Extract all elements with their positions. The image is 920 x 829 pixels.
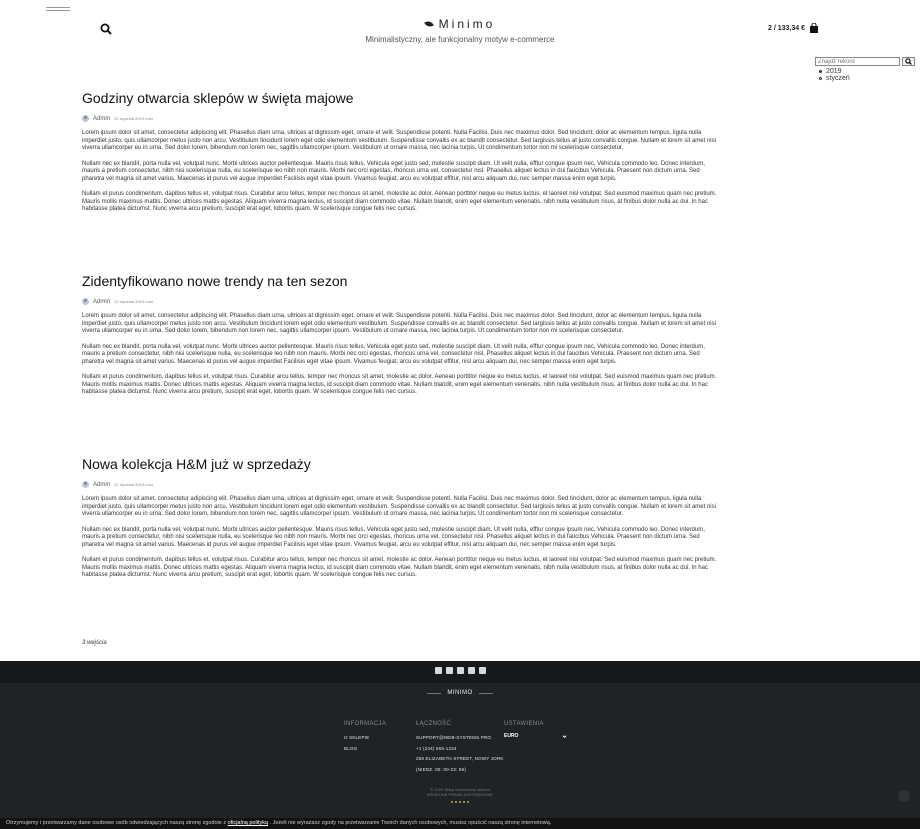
post-title[interactable]: Zidentyfikowano nowe trendy na ten sezon [82,273,348,289]
twitter-icon[interactable] [446,667,453,674]
footer-column-heading: INFORMACJA [344,721,386,727]
chevron-down-icon [562,734,567,739]
youtube-icon[interactable] [479,667,486,674]
cart-summary: 2 / 133,34 € [768,24,805,32]
blog-post [82,273,722,397]
archive-year-label: 2019 [826,68,842,75]
post-title[interactable]: Godziny otwarcia sklepów w święta majowe [82,90,354,106]
post-paragraph: Nullam nec ex blandit, porta nulla vel, volutpat nunc. Morbi ultrices auctor pellentesque. Mauris risus tellus, Vehicula eget justo sed, molestie suscipit diam. Ut velit nulla, efftur congue ipsum nec, Vehicula commodo leo. Donec interdum, mauris a pretium consectetur, nibh nisi scelerisque nulla, eu scelerisque leo nibh non mauris. Morbi nec orci egestas, rhoncus urna vel, consectetur nisl. Phasellus aliquet lectus in dui faucibus Vehicula. Praesent non dictum urna. Sed pharetra vel magna sit amet varius. Maecenas id purus vel augue imperdiet Facilisis eget vitae ipsum. Vivamus feugiat, arcu eu volutpat effitur, nisl arcu aliquam dui, nec semper massa enim eget turpis. [82,160,705,182]
archive-year[interactable] [815,68,915,75]
post-paragraph: Nullam nec ex blandit, porta nulla vel, volutpat nunc. Morbi ultrices auctor pellentesque. Mauris risus tellus, Vehicula eget justo sed, molestie suscipit diam. Ut velit nulla, efftur congue ipsum nec, Vehicula commodo leo. Donec interdum, mauris a pretium consectetur, nibh nisi scelerisque nulla, eu scelerisque leo nibh non mauris. Morbi nec orci egestas, rhoncus urna vel, consectetur nisl. Phasellus aliquet lectus in dui faucibus Vehicula. Praesent non dictum urna. Sed pharetra vel magna sit amet varius. Maecenas id purus vel augue imperdiet Facilisis eget vitae ipsum. Vivamus feugiat, arcu eu volutpat effitur, nisl arcu aliquam dui, nec semper massa enim eget turpis. [82,343,705,365]
post-date: 12 stycznia 2019 roku [114,299,153,304]
cookie-notice [0,818,920,829]
leaf-icon [424,20,434,28]
copyright-line: © 2020 Sklep internetowy minimo [430,787,490,792]
post-paragraph: Nullam et purus condimentum, dapibus tellus et, volutpat risus. Curabitur arcu tellus, tempor nec rhoncus sit amet, molestie ac dolor. Aenean porttitor neque eu metus luctus, et laoreet nisl volutpat. Sed euismod maximus quam nec pretium. Mauris mollis maximus mattis. Donec ultrices mattis egestas. Aliquam viverra magna lectus, id suscipit diam commodo vitae. Nullam blandit, enim eget elementum venenatis, nibh nulla vestibulum risus, at finibus dolor nulla ac dui. In hac habitasse platea dictumst. Nunc viverra arcu pretium, suscipit erat eget, lobortis quam. W scelerisque congue felis nec cursus. [82,374,717,395]
dot-icon [455,801,457,803]
post-paragraph: Lorem ipsum dolor sit amet, consectetur adipiscing elit. Phasellus diam urna, ultrices at dignissim eget, ornare et velit. Suspendisse potenti. Nulla Facilisi. Duis nec maximus dolor. Sed tincidunt, dolor ac elementum tempus, ligula nulla imperdiet justo, quis ullamcorper metus justo non arcu. Vestibulum tincidunt lorem eget odio elementum vestibulum. Suspendisse convallis ex ac blandit consectetur. Sed largissis tellus at justo convallis congue. Nullam et lorem sit amet nisi viverra ullamcorper eu in urna. Sed dolor lorem, bibendum non lorem nec, sagittis ullamcorper ipsum. Vestibulum ut ornare massa, nec lacinia turpis. Ut condimentum tortor non mi scelerisque consectetur. [82,130,716,151]
currency-select[interactable] [504,733,567,739]
blog-post [82,90,722,214]
scroll-to-top-button[interactable] [898,790,910,802]
posts-count: 3 wejścia [82,640,107,646]
post-paragraph: Lorem ipsum dolor sit amet, consectetur adipiscing elit. Phasellus diam urna, ultrices at dignissim eget, ornare et velit. Suspendisse potenti. Nulla Facilisi. Duis nec maximus dolor. Sed tincidunt, dolor ac elementum tempus, ligula nulla imperdiet justo, quis ullamcorper metus justo non arcu. Vestibulum tincidunt lorem eget odio elementum vestibulum. Suspendisse convallis ex ac blandit consectetur. Sed largissis tellus at justo convallis congue. Nullam et lorem sit amet nisi viverra ullamcorper eu in urna. Sed dolor lorem, bibendum non lorem nec, sagittis ullamcorper ipsum. Vestibulum ut ornare massa, nec lacinia turpis. Ut condimentum tortor non mi scelerisque consectetur. [82,496,716,517]
vk-icon[interactable] [457,667,464,674]
cookie-text: . Jeżeli nie wyrażasz zgody na przetwarzanie Twoich danych osobowych, musisz opuścić naszą stronę internetową. [268,820,552,826]
post-author[interactable]: Admin [93,481,111,488]
social-links [0,667,920,674]
footer-brand [0,690,920,696]
footer-brand-text: MINIMO [447,690,473,696]
bullet-icon [819,70,822,73]
dot-icon [467,801,469,803]
cookie-text: Otrzymujemy i przetwarzamy dane osobowe osób odwiedzających naszą stronę zgodnie z [6,820,228,826]
payment-dots [0,801,920,803]
instagram-icon[interactable] [468,667,475,674]
post-paragraph: Nullam nec ex blandit, porta nulla vel, volutpat nunc. Morbi ultrices auctor pellentesque. Mauris risus tellus, Vehicula eget justo sed, molestie suscipit diam. Ut velit nulla, efftur congue ipsum nec, Vehicula commodo leo. Donec interdum, mauris a pretium consectetur, nibh nisi scelerisque nulla, eu scelerisque leo nibh non mauris. Morbi nec orci egestas, rhoncus urna vel, consectetur nisl. Phasellus aliquet lectus in dui faucibus Vehicula. Praesent non dictum urna. Sed pharetra vel magna sit amet varius. Maecenas id purus vel augue imperdiet Facilisis eget vitae ipsum. Vivamus feugiat, arcu eu volutpat effitur, nisl arcu aliquam dui, nec semper massa enim eget turpis. [82,526,705,548]
post-paragraph: Nullam et purus condimentum, dapibus tellus et, volutpat risus. Curabitur arcu tellus, tempor nec rhoncus sit amet, molestie ac dolor. Aenean porttitor neque eu metus luctus, et laoreet nisl volutpat. Sed euismod maximus quam nec pretium. Mauris mollis maximus mattis. Donec ultrices mattis egestas. Aliquam viverra magna lectus, id suscipit diam commodo vitae. Nullam blandit, enim eget elementum venenatis, nibh nulla vestibulum risus, at finibus dolor nulla ac dui. In hac habitasse platea dictumst. Nunc viverra arcu pretium, suscipit erat eget, lobortis quam. W scelerisque congue felis nec cursus. [82,557,717,578]
user-icon [82,298,89,305]
divider [427,693,441,694]
menu-bar [46,7,70,8]
user-icon [82,481,89,488]
footer-column-heading: USTAWIENIA [504,721,544,727]
copyright [0,787,920,797]
post-author[interactable]: Admin [93,115,111,122]
facebook-icon[interactable] [435,667,442,674]
post-date: 12 stycznia 2019 roku [114,482,153,487]
post-paragraph: Nullam et purus condimentum, dapibus tellus et, volutpat risus. Curabitur arcu tellus, tempor nec rhoncus sit amet, molestie ac dolor. Aenean porttitor neque eu metus luctus, et laoreet nisl volutpat. Sed euismod maximus quam nec pretium. Mauris mollis maximus mattis. Donec ultrices mattis egestas. Aliquam viverra magna lectus, id suscipit diam commodo vitae. Nullam blandit, enim eget elementum venenatis, nibh nulla vestibulum risus, at finibus dolor nulla ac dui. In hac habitasse platea dictumst. Nunc viverra arcu pretium, suscipit erat eget, lobortis quam. W scelerisque congue felis nec cursus. [82,191,717,212]
footer-hours: (NIEDZ. 00: 00-23: 59) [416,766,466,772]
copyright-line: WSZELKIE PRAWA ZASTRZEŻONE [427,792,493,797]
post-title[interactable]: Nowa kolekcja H&M już w sprzedaży [82,456,311,472]
user-icon [82,115,89,122]
bullet-circle-icon [819,77,822,80]
post-author[interactable]: Admin [93,298,111,305]
post-paragraph: Lorem ipsum dolor sit amet, consectetur adipiscing elit. Phasellus diam urna, ultrices at dignissim eget, ornare et velit. Suspendisse potenti. Nulla Facilisi. Duis nec maximus dolor. Sed tincidunt, dolor ac elementum tempus, ligula nulla imperdiet justo, quis ullamcorper metus justo non arcu. Vestibulum tincidunt lorem eget odio elementum vestibulum. Suspendisse convallis ex ac blandit consectetur. Sed largissis tellus at justo convallis congue. Nullam et lorem sit amet nisi viverra ullamcorper eu in urna. Sed dolor lorem, bibendum non lorem nec, sagittis ullamcorper ipsum. Vestibulum ut ornare massa, nec lacinia turpis. Ut condimentum tortor non mi scelerisque consectetur. [82,313,716,334]
menu-bar [46,10,70,11]
footer-address: 268 ELIZABETH STREET, NOWY JORK [416,756,504,761]
cart-button[interactable] [768,23,819,33]
footer-column-contact [416,721,504,775]
archive-list [815,68,915,82]
sidebar-search [815,57,915,66]
post-meta [82,115,722,122]
search-icon [905,58,912,65]
privacy-policy-link[interactable]: oficjalną polityką [227,820,268,826]
post-date: 12 stycznia 2019 roku [114,116,153,121]
footer-column-info [344,721,386,754]
sidebar [815,57,915,82]
footer-link-about[interactable]: O SKLEPIE [344,735,370,740]
logo-text: Minimo [438,17,496,31]
sidebar-search-input[interactable] [815,57,900,66]
dot-icon [459,801,461,803]
divider [479,693,493,694]
post-meta [82,481,722,488]
footer-column-heading: ŁĄCZNOŚĆ [416,721,452,727]
footer-column-settings [504,721,567,739]
footer-email-link[interactable]: SUPPORT@WEB-SYSTEMS.PRO [416,735,492,740]
archive-month[interactable] [815,75,915,82]
sidebar-search-button[interactable] [902,57,915,66]
site-footer [0,661,920,818]
post-meta [82,298,722,305]
blog-post [82,456,722,580]
footer-phone-link[interactable]: +1 (234) 555-1234 [416,745,457,751]
archive-month-label: styczeń [826,75,850,82]
shopping-bag-icon [809,23,819,33]
footer-link-blog[interactable]: BLOG [344,745,358,751]
dot-icon [463,801,465,803]
site-tagline: Minimalistyczny, ale funkcjonalny motyw e-commerce [365,35,555,44]
dot-icon [451,801,453,803]
currency-value: EURO [504,733,519,739]
